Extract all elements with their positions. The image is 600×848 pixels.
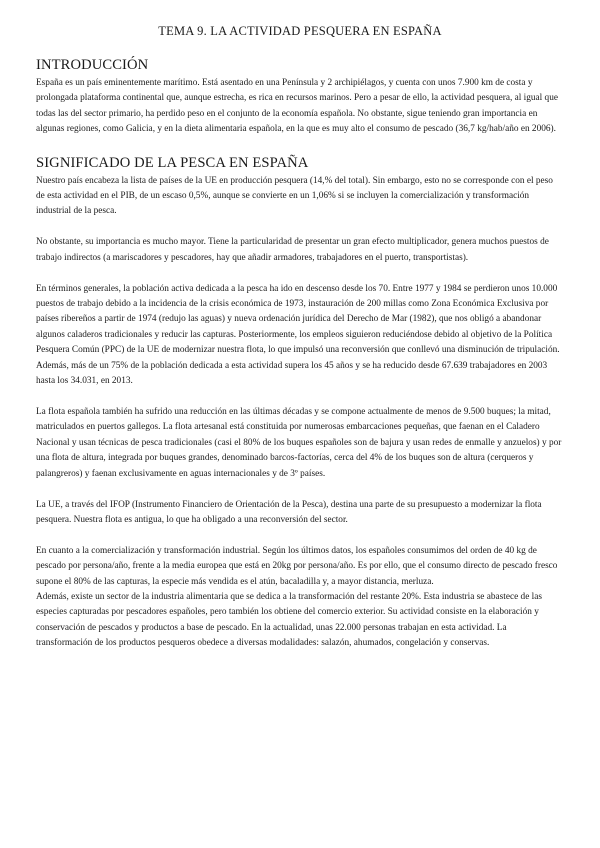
- paragraph-ifop: La UE, a través del IFOP (Instrumento Financiero de Orientación de la Pesca), destina una parte de su presupuesto a modernizar la flota pesquera. Nuestra flota es antigua, lo que ha obligado a una reconversión del sector.: [36, 499, 542, 525]
- section-heading-significado: SIGNIFICADO DE LA PESCA EN ESPAÑA: [36, 154, 309, 171]
- paragraph-comercializacion: En cuanto a la comercialización y transformación industrial. Según los últimos datos, los españoles consumimos del orden de 40 kg de pescado por persona/año, frente a la media europea que está en 20kg por persona/año. Es por ello, que el consumo directo de pescado fresco supone el 80% de las capturas, la especie más vendida es el atún, bacaladilla y, a mayor distancia, merluza.: [36, 545, 558, 587]
- document-page: [36, 24, 564, 652]
- intro-paragraph: España es un país eminentemente marítimo. Está asentado en una Península y 2 archipiélagos, y cuenta con unos 7.900 km de costa y prolongada plataforma continental que, aunque estrecha, es rica en recursos marinos. Pero a pesar de ello, la actividad pesquera, al igual que todas las del sector primario, ha perdido peso en el conjunto de la economía española. No obstante, sigue teniendo gran importancia en algunas regiones, como Galicia, y en la dieta alimentaria española, en la que es muy alto el consumo de pescado (36,7 kg/hab/año en 2006).: [36, 78, 558, 135]
- paragraph-poblacion-activa: En términos generales, la población activa dedicada a la pesca ha ido en descenso desde los 70. Entre 1977 y 1984 se perdieron unos 10.000 puestos de trabajo debido a la incidencia de la crisis económica de 1973, instauración de 200 millas como Zona Económica Exclusiva por países ribereños a partir de 1974 (redujo las aguas) y nueva ordenación jurídica del Derecho de Mar (1982), que nos obligó a abandonar algunos caladeros tradicionales y reducir las capturas. Posteriormente, los empleos siguieron reduciéndose debido al objetivo de la Política Pesquera Común (PPC) de la UE de modernizar nuestra flota, lo que impulsó una reconversión que conllevó una disminución de tripulación. Además, más de un 75% de la población dedicada a esta actividad supera los 45 años y se ha reducido desde 67.639 trabajadores en 2003 hasta los 34.031, en 2013.: [36, 283, 560, 387]
- paragraph-importancia: No obstante, su importancia es mucho mayor. Tiene la particularidad de presentar un gran efecto multiplicador, genera muchos puestos de trabajo indirectos (a mariscadores y pescadores, hay que añadir armadores, trabajadores en el puerto, transportistas).: [36, 237, 549, 263]
- paragraph-industria: Además, existe un sector de la industria alimentaria que se dedica a la transformación del restante 20%. Esta industria se abastece de las especies capturadas por pescadores españoles, pero también los obtiene del comercio exterior. Su actividad consiste en la elaboración y conservación de pescados y productos a base de pescado. En la actualidad, unas 22.000 personas trabajan en esta actividad. La transformación de los productos pesqueros obedece a diversas modalidades: salazón, ahumados, congelación y conservas.: [36, 592, 542, 649]
- paragraph-flota: La flota española también ha sufrido una reducción en las últimas décadas y se compone actualmente de menos de 9.500 buques; la mitad, matriculados en puertos gallegos. La flota artesanal está constituida por numerosas embarcaciones pequeñas, que faenan en el Caladero Nacional y usan técnicas de pesca tradicionales (casi el 80% de los buques españoles son de bajura y usan redes de enmalle y anzuelos) y por una flota de altura, integrada por buques grandes, denominado barcos-factorías, cerca del 4% de los buques son de altura (cerqueros y palangreros) y faenan exclusivamente en aguas internacionales y de 3º países.: [36, 407, 562, 479]
- document-title: TEMA 9. LA ACTIVIDAD PESQUERA EN ESPAÑA: [158, 24, 442, 38]
- section-heading-introduccion: INTRODUCCIÓN: [36, 57, 149, 73]
- paragraph-produccion: Nuestro país encabeza la lista de países de la UE en producción pesquera (14,% del total). Sin embargo, esto no se corresponde con el peso de esta actividad en el PIB, de un escaso 0,5%, aunque se convierte en un 1,06% si se incluyen la comercialización y transformación industrial de la pesca.: [36, 175, 553, 217]
